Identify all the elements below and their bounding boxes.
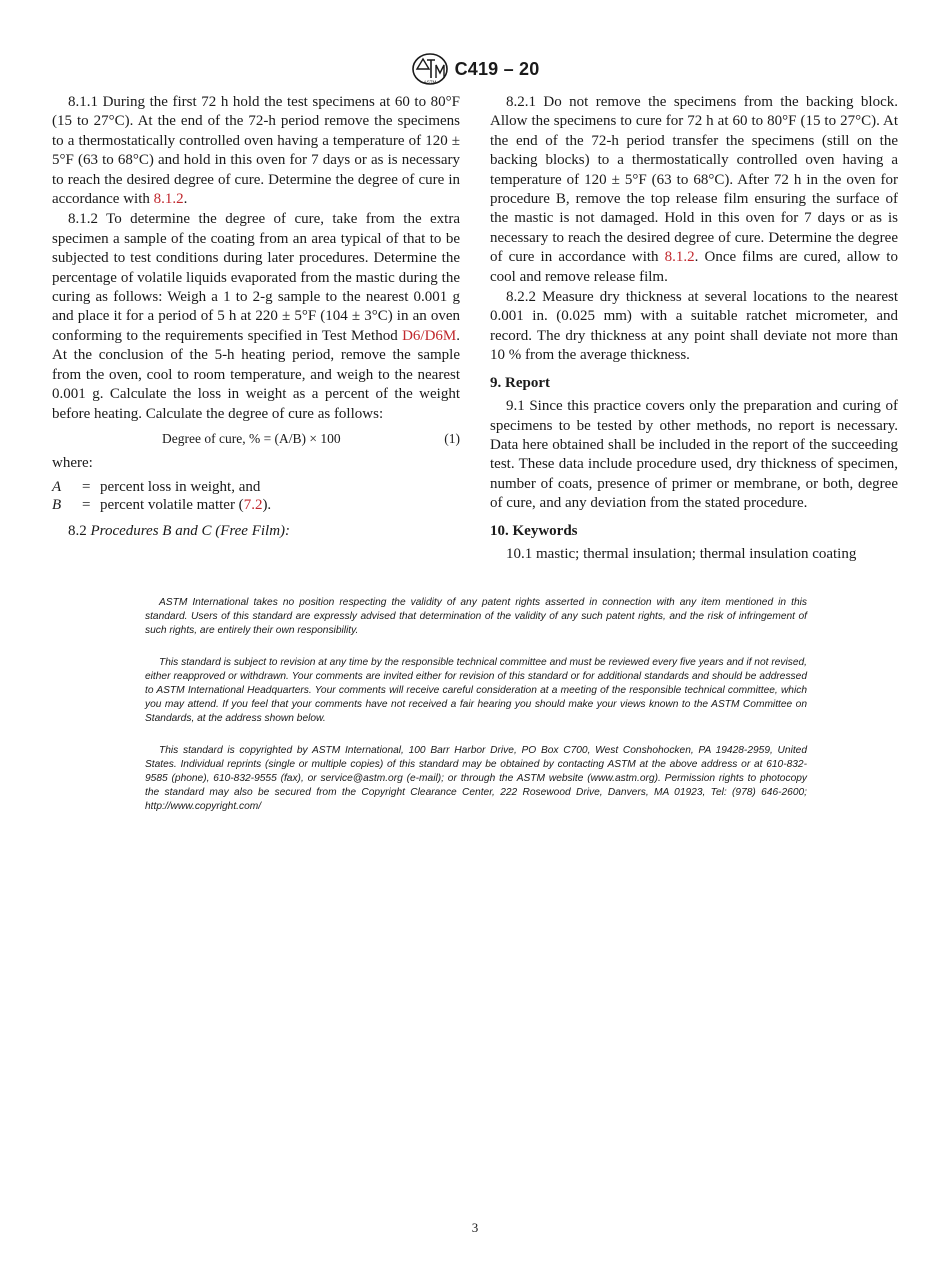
variable-symbol: A [52,478,62,495]
variable-row: A = percent loss in weight, and [52,478,460,496]
paragraph-10-1: 10.1 mastic; thermal insulation; thermal insulation coating [506,545,857,562]
copyright-notice: This standard is copyrighted by ASTM International, 100 Barr Harbor Drive, PO Box C700, West Conshohocken, PA 19428-2959, United States. Individual reprints (single or multiple copies) of this standard may be obtained by contacting ASTM at the above address or at 610-832-9585 (phone), 610-832-9555 (fax), or service@astm.org (e-mail); or through the ASTM website (www.astm.org). Permission rights to photocopy the standard may also be secured from the Copyright Clearance Center, 222 Rosewood Drive, Danvers, MA 01923, Tel: (978) 646-2600; http://www.copyright.com/ [145,745,807,812]
left-column [52,93,460,542]
where-label: where: [52,455,93,472]
variable-definition: percent loss in weight, and [100,478,261,495]
paragraph-8-1-1: 8.1.1 During the first 72 h hold the test specimens at 60 to 80°F (15 to 27°C). At the end of the 72-h period remove the specimens to a thermostatically controlled oven having a temperature of 120 ± 5°F (63 to 68°C) and hold in this oven for 7 days or as is necessary to reach the desired degree of cure. Determine the degree of cure in accordance with 8.1.2. [52,94,460,208]
patent-notice: ASTM International takes no position respecting the validity of any patent rights asserted in connection with any item mentioned in this standard. Users of this standard are expressly advised that determination of the validity of any such patent rights, and the risk of infringement of such rights, are entirely their own responsibility. [145,597,807,636]
variable-symbol: B [52,496,62,513]
section-heading-keywords: 10. Keywords [490,522,578,539]
paragraph-9-1: 9.1 Since this practice covers only the preparation and curing of specimens to be tested by other methods, no report is necessary. Data here obtained shall be included in the report of the succeeding test. These data include procedure used, dry thickness of specimen, number of coats, presence of primer or membrane, or both, degree of cure, and any deviation from the stated procedure. [490,398,898,512]
link-7-2[interactable]: 7.2 [243,496,263,513]
section-heading-report: 9. Report [490,374,550,391]
page-header [0,52,950,86]
equation-number: (1) [444,430,460,446]
paragraph-8-2-2: 8.2.2 Measure dry thickness at several locations to the nearest 0.001 in. (0.025 mm) with a suitable ratchet micrometer, and record. The dry thickness at any point shall deviate not more than 10 % from the average thickness. [490,289,898,364]
variable-row: B = percent volatile matter (7.2). [52,496,460,514]
paragraph-8-2-1: 8.2.1 Do not remove the specimens from the backing block. Allow the specimens to cure for 72 h at 60 to 80°F (15 to 27°C). At the end of the 72-h period transfer the specimens (still on the backing blocks) to a thermostatically controlled oven having a temperature of 120 ± 5°F (63 to 68°C). After 72 h in the oven for procedure B, remove the top release film ensuring the surface of the mastic is not damaged. Hold in this oven for 7 days or as is necessary to reach the desired degree of cure. Determine the degree of cure in accordance with 8.1.2. Once films are cured, allow to cool and remove release film. [490,94,898,285]
legal-notices [145,596,807,832]
standard-designation: C419 – 20 [454,58,540,79]
svg-text:ASTM: ASTM [423,79,436,85]
revision-notice: This standard is subject to revision at any time by the responsible technical committee and must be reviewed every five years and if not revised, either reapproved or withdrawn. Your comments are invited either for revision of this standard or for additional standards and should be addressed to ASTM International Headquarters. Your comments will receive careful consideration at a meeting of the responsible technical committee, which you may attend. If you feel that your comments have not received a fair hearing you should make your views known to the ASTM Committee on Standards, at the address shown below. [145,657,807,724]
page-number: 3 [471,1220,479,1235]
link-8-1-2[interactable]: 8.1.2 [664,249,695,266]
variable-definition: percent volatile matter (7.2). [100,496,272,513]
equation-body: Degree of cure, % = (A/B) × 100 [162,430,341,446]
variable-list [52,478,460,514]
equation-1 [52,429,460,448]
paragraph-8-2: 8.2 Procedures B and C (Free Film): [68,522,291,539]
link-8-1-2[interactable]: 8.1.2 [153,191,184,208]
paragraph-8-1-2: 8.1.2 To determine the degree of cure, take from the extra specimen a sample of the coating from an area typical of that to be subjected to test conditions during later procedures. Determine the percentage of volatile liquids evaporated from the mastic during the curing as follows: Weigh a 1 to 2-g sample to the nearest 0.001 g and place it for a period of 5 h at 220 ± 5°F (104 ± 3°C) in an oven conforming to the requirements specified in Test Method D6/D6M. At the conclusion of the 5-h heating period, remove the sample from the oven, cool to room temperature, and weigh to the nearest 0.001 g. Calculate the loss in weight as a percent of the weight before heating. Calculate the degree of cure as follows: [52,211,460,422]
right-column [490,93,898,565]
astm-logo-icon [411,53,449,85]
link-d6-d6m[interactable]: D6/D6M [402,327,457,344]
